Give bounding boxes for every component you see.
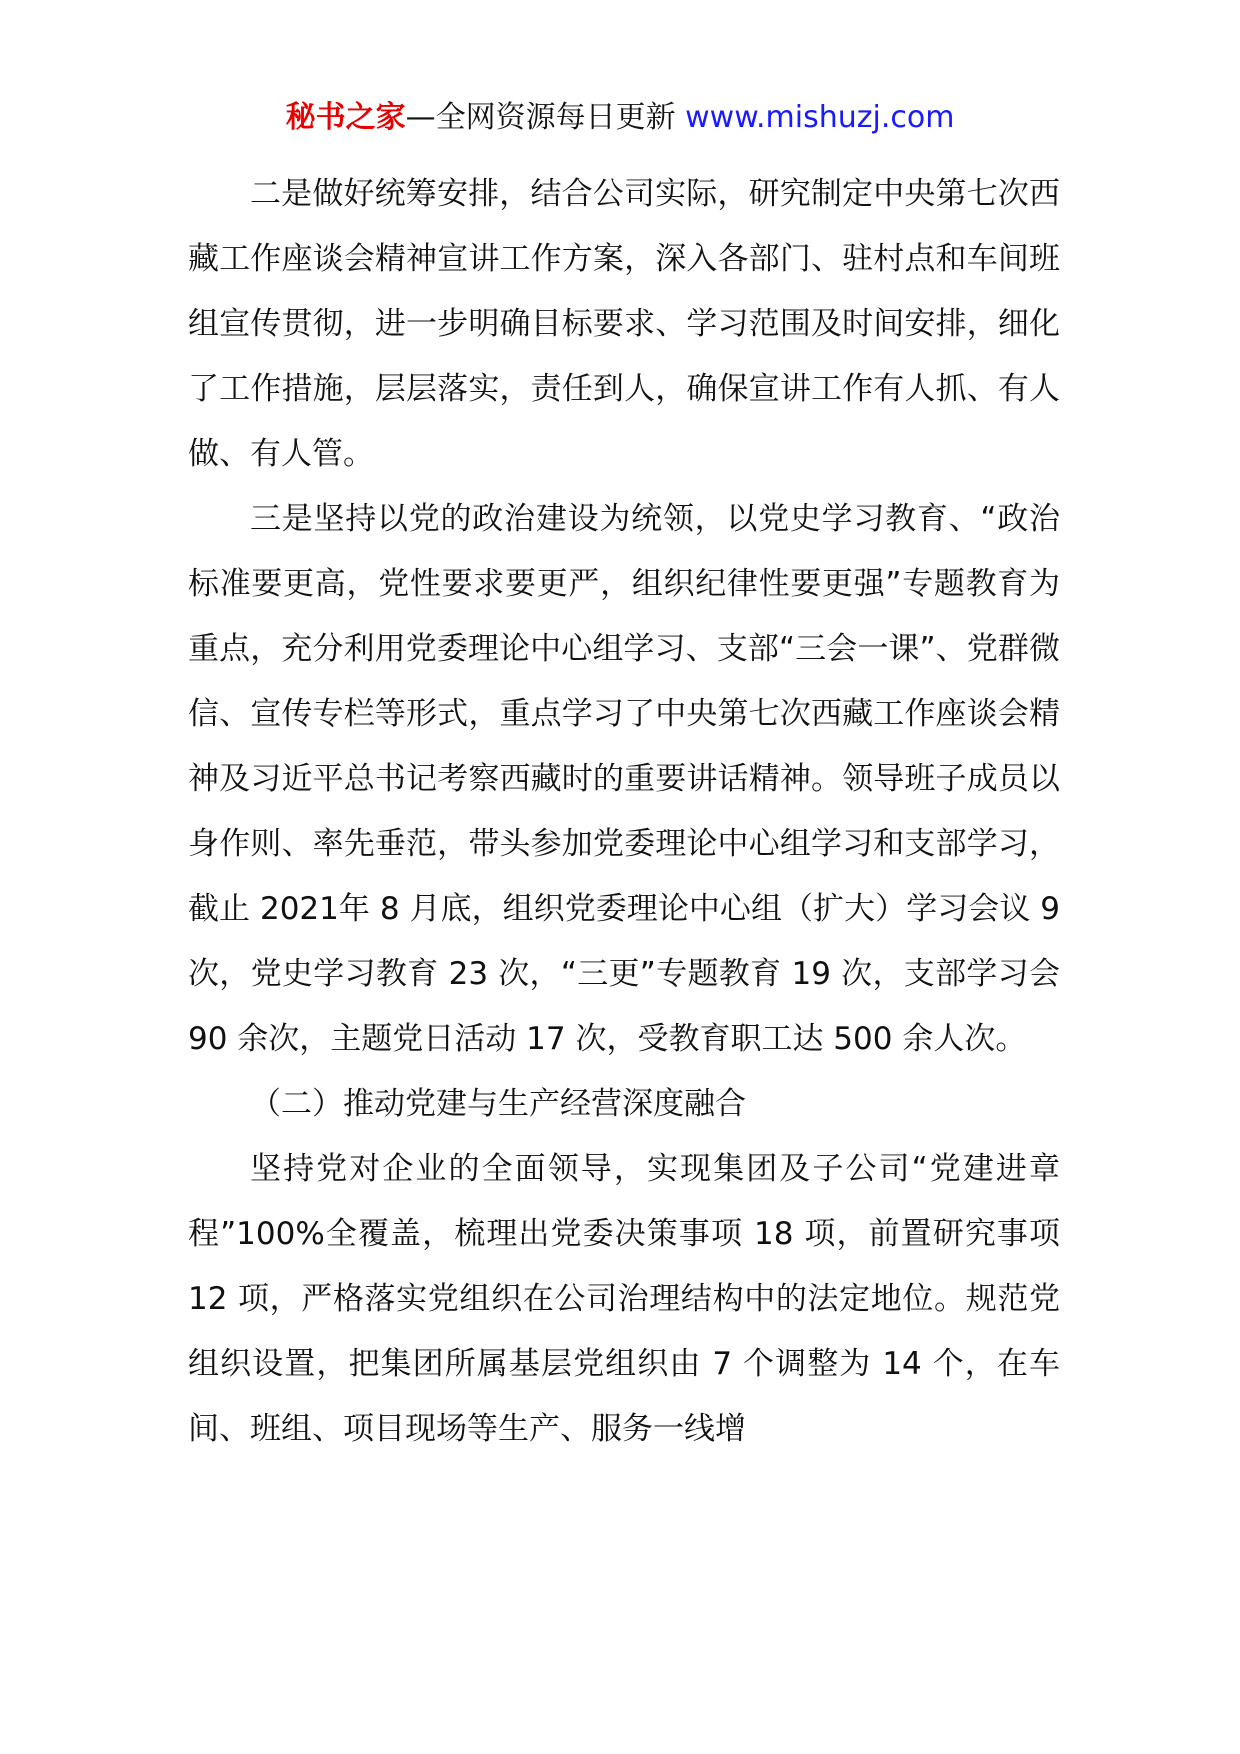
document-body [188,162,1060,1462]
brand-name: 秘书之家 [285,100,406,135]
site-url-link[interactable]: www.mishuzj.com [685,100,955,135]
header-slogan: —全网资源每日更新 [405,100,676,135]
section-heading-integration: （二）推动党建与生产经营深度融合 [250,1086,746,1122]
paragraph-party-leadership: 坚持党对企业的全面领导，实现集团及子公司“党建进章程”100%全覆盖，梳理出党委决策事项 18 项，前置研究事项 12 项，严格落实党组织在公司治理结构中的法定地位。规范党组织设置，把集团所属基层党组织由 7 个调整为 14 个，在车间、班组、项目现场等生产、服务一线增 [188,1151,1060,1447]
page-header [0,98,1240,138]
paragraph-coordination: 二是做好统筹安排，结合公司实际，研究制定中央第七次西藏工作座谈会精神宣讲工作方案，深入各部门、驻村点和车间班组宣传贯彻，进一步明确目标要求、学习范围及时间安排，细化了工作措施，层层落实，责任到人，确保宣讲工作有人抓、有人做、有人管。 [188,176,1060,472]
paragraph-political-building: 三是坚持以党的政治建设为统领，以党史学习教育、“政治标准要更高，党性要求要更严，组织纪律性要更强”专题教育为重点，充分利用党委理论中心组学习、支部“三会一课”、党群微信、宣传专栏等形式，重点学习了中央第七次西藏工作座谈会精神及习近平总书记考察西藏时的重要讲话精神。领导班子成员以身作则、率先垂范，带头参加党委理论中心组学习和支部学习，截止 2021年 8 月底，组织党委理论中心组（扩大）学习会议 9 次，党史学习教育 23 次，“三更”专题教育 19 次，支部学习会 90 余次，主题党日活动 17 次，受教育职工达 500 余人次。 [188,501,1060,1057]
